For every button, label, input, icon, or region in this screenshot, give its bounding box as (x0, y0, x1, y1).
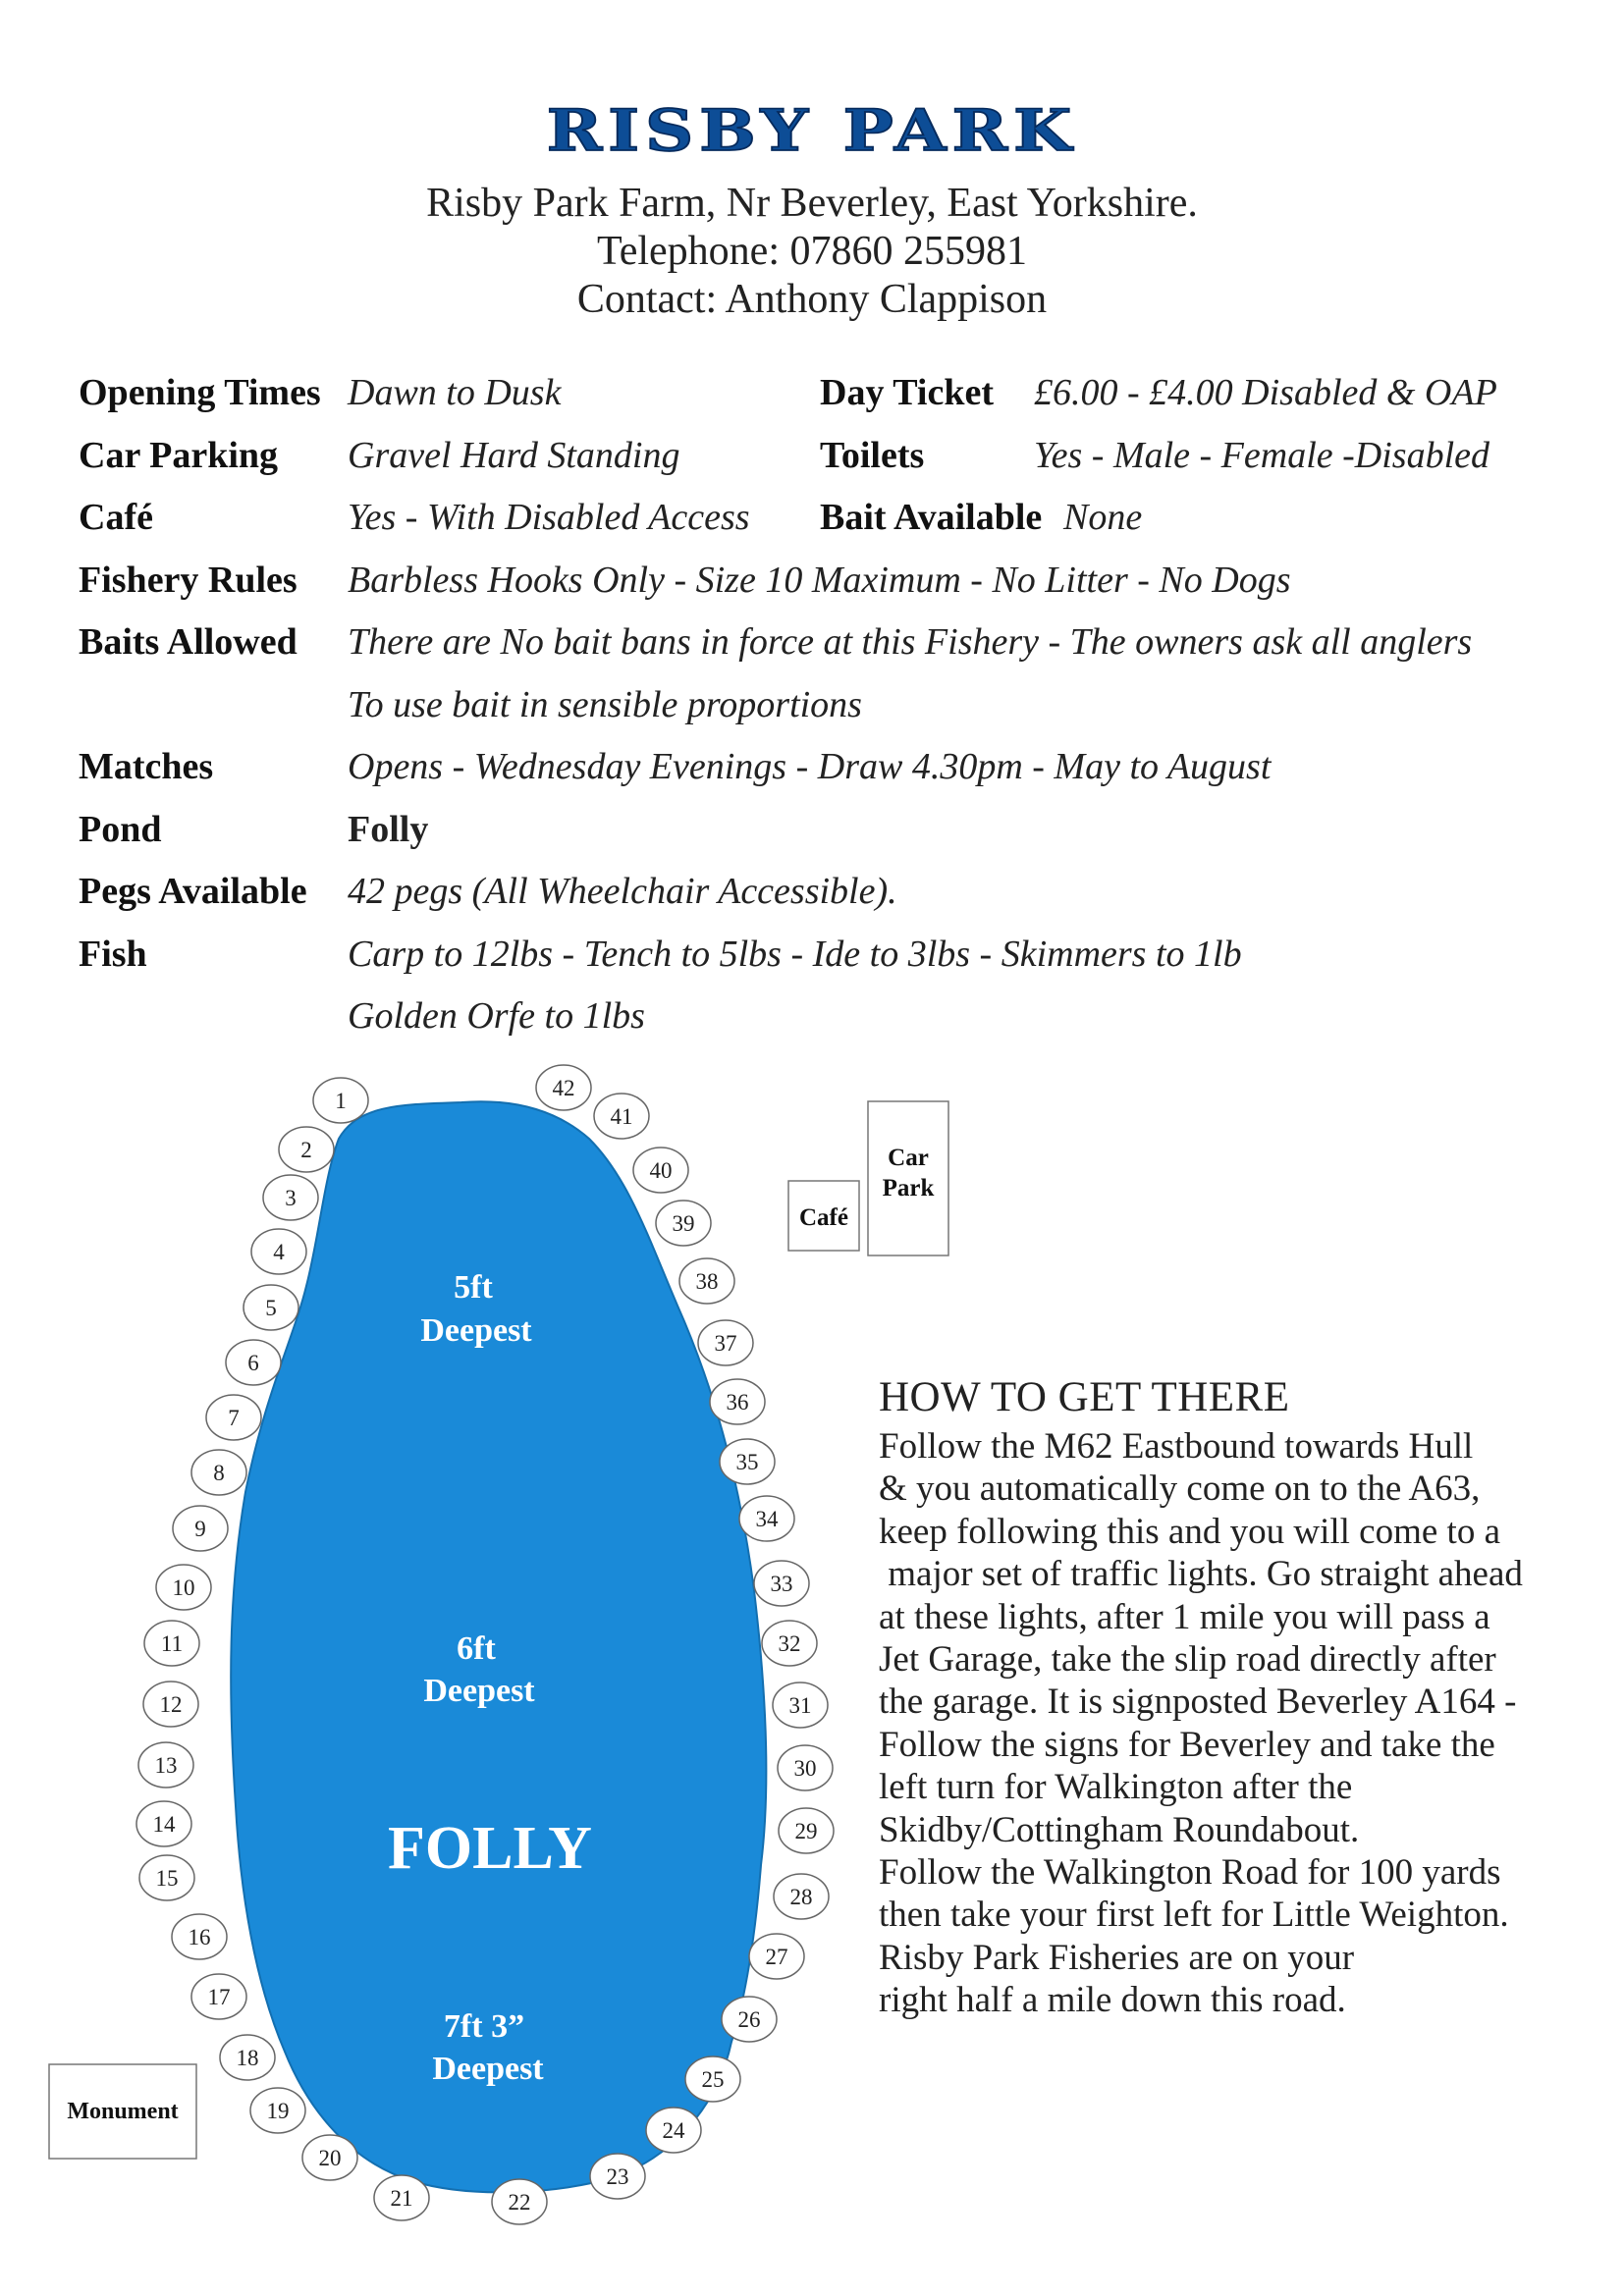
peg-number: 17 (207, 1985, 231, 2009)
peg-number: 6 (247, 1351, 259, 1375)
peg-number: 29 (794, 1819, 818, 1843)
pond-name-label: FOLLY (388, 1815, 592, 1882)
fish-value: Carp to 12lbs - Tench to 5lbs - Ide to 3lbs - Skimmers to 1lb (348, 934, 1242, 975)
peg-number: 18 (236, 2046, 259, 2070)
peg-34 (739, 1496, 794, 1541)
toilets-value: Yes - Male - Female -Disabled (1034, 435, 1489, 476)
pegs-available-label: Pegs Available (79, 871, 307, 912)
peg-35 (720, 1439, 775, 1484)
risby-park-logo (0, 90, 1624, 169)
peg-number: 38 (695, 1269, 719, 1294)
matches-label: Matches (79, 746, 214, 787)
peg-number: 10 (172, 1575, 195, 1600)
peg-number: 39 (672, 1211, 695, 1236)
peg-38 (679, 1258, 734, 1304)
peg-11 (144, 1621, 199, 1666)
directions-panel (879, 1370, 1586, 2022)
logo-text: RISBY PARK (546, 97, 1078, 164)
peg-8 (191, 1450, 246, 1495)
directions-line: keep following this and you will come to a (879, 1511, 1500, 1552)
bait-available-label: Bait Available (820, 497, 1043, 538)
peg-2 (279, 1127, 334, 1172)
directions-line: Follow the signs for Beverley and take the (879, 1724, 1495, 1765)
contact-line: Contact: Anthony Clappison (576, 277, 1048, 322)
peg-7 (206, 1395, 261, 1440)
peg-number: 8 (213, 1461, 225, 1485)
peg-number: 36 (726, 1390, 749, 1415)
depth-bottom-label: Deepest (432, 2051, 544, 2087)
directions-line: & you automatically come on to the A63, (879, 1468, 1481, 1510)
depth-top-label: Deepest (420, 1312, 532, 1349)
peg-18 (220, 2035, 275, 2080)
peg-number: 7 (228, 1406, 240, 1430)
baits-allowed-value: There are No bait bans in force at this Fishery - The owners ask all anglers (348, 621, 1473, 663)
peg-number: 30 (793, 1756, 817, 1781)
peg-9 (173, 1506, 228, 1551)
peg-number: 33 (770, 1572, 793, 1596)
directions-line: at these lights, after 1 mile you will pass a (879, 1596, 1490, 1637)
peg-number: 37 (714, 1331, 737, 1356)
peg-number: 11 (160, 1631, 184, 1656)
peg-number: 25 (701, 2067, 725, 2092)
peg-number: 27 (765, 1945, 788, 1969)
opening-times-value: Dawn to Dusk (348, 372, 562, 413)
pond-label: Pond (79, 809, 162, 850)
car-park-label-line2: Park (882, 1175, 935, 1201)
day-ticket-value: £6.00 - £4.00 Disabled & OAP (1034, 372, 1497, 413)
peg-number: 22 (508, 2190, 531, 2215)
peg-41 (594, 1094, 649, 1139)
peg-37 (698, 1320, 753, 1365)
peg-32 (762, 1621, 817, 1666)
directions-line: Follow the Walkington Road for 100 yards (879, 1852, 1501, 1894)
car-parking-value: Gravel Hard Standing (348, 435, 680, 476)
peg-29 (779, 1808, 834, 1853)
peg-40 (633, 1148, 688, 1193)
bait-available-value: None (1063, 497, 1143, 538)
peg-27 (749, 1934, 804, 1979)
peg-number: 24 (662, 2118, 685, 2143)
peg-36 (710, 1379, 765, 1424)
peg-19 (250, 2088, 305, 2133)
telephone-line: Telephone: 07860 255981 (597, 229, 1027, 274)
peg-28 (774, 1874, 829, 1919)
address-line: Risby Park Farm, Nr Beverley, East Yorkshire. (426, 181, 1198, 226)
peg-21 (374, 2175, 429, 2220)
car-parking-label: Car Parking (79, 435, 279, 476)
depth-mid-value: 6ft (457, 1630, 496, 1667)
fish-value-cont: Golden Orfe to 1lbs (348, 995, 645, 1037)
peg-17 (191, 1974, 246, 2019)
peg-13 (138, 1742, 193, 1788)
matches-value: Opens - Wednesday Evenings - Draw 4.30pm - May to August (348, 746, 1272, 787)
peg-number: 14 (152, 1812, 176, 1837)
peg-31 (773, 1682, 828, 1728)
peg-4 (251, 1229, 306, 1274)
peg-16 (172, 1914, 227, 1959)
peg-number: 26 (737, 2007, 761, 2032)
peg-number: 32 (778, 1631, 801, 1656)
peg-10 (156, 1565, 211, 1610)
peg-number: 13 (154, 1753, 178, 1778)
peg-number: 4 (273, 1240, 285, 1264)
depth-mid-label: Deepest (423, 1673, 535, 1709)
directions-line: Follow the M62 Eastbound towards Hull (879, 1426, 1474, 1467)
peg-number: 31 (788, 1693, 812, 1718)
depth-bottom-value: 7ft 3” (443, 2008, 525, 2045)
peg-33 (754, 1561, 809, 1606)
depth-top-value: 5ft (454, 1269, 493, 1306)
directions-line: left turn for Walkington after the (879, 1767, 1353, 1808)
directions-line: major set of traffic lights. Go straight ahead (879, 1554, 1523, 1595)
toilets-label: Toilets (820, 435, 925, 476)
directions-line: Risby Park Fisheries are on your (879, 1937, 1355, 1978)
peg-25 (685, 2056, 740, 2102)
peg-22 (492, 2179, 547, 2224)
peg-26 (722, 1997, 777, 2042)
pond-value: Folly (348, 809, 429, 850)
peg-number: 16 (188, 1925, 211, 1949)
cafe-info-label: Café (79, 497, 153, 538)
peg-number: 21 (390, 2186, 413, 2211)
peg-number: 20 (318, 2146, 342, 2170)
fish-label: Fish (79, 934, 147, 975)
peg-number: 28 (789, 1885, 813, 1909)
peg-number: 40 (649, 1158, 673, 1183)
car-park-label-line1: Car (888, 1145, 929, 1171)
peg-number: 34 (755, 1507, 779, 1531)
peg-number: 41 (610, 1104, 633, 1129)
peg-number: 1 (335, 1089, 347, 1113)
fishery-rules-value: Barbless Hooks Only - Size 10 Maximum - No Litter - No Dogs (348, 560, 1291, 601)
day-ticket-label: Day Ticket (820, 372, 994, 413)
peg-12 (143, 1682, 198, 1727)
peg-5 (244, 1285, 298, 1330)
peg-number: 12 (159, 1692, 183, 1717)
pegs-available-value: 42 pegs (All Wheelchair Accessible). (348, 871, 897, 912)
peg-6 (226, 1340, 281, 1385)
directions-line: Skidby/Cottingham Roundabout. (879, 1809, 1360, 1850)
directions-line: Jet Garage, take the slip road directly after (879, 1639, 1496, 1681)
directions-line: the garage. It is signposted Beverley A164 - (879, 1682, 1517, 1723)
peg-number: 15 (155, 1866, 179, 1891)
peg-number: 35 (735, 1450, 759, 1474)
cafe-map-label: Café (799, 1204, 848, 1231)
peg-number: 3 (285, 1186, 297, 1210)
opening-times-label: Opening Times (79, 372, 321, 413)
directions-line: right half a mile down this road. (879, 1980, 1346, 2021)
peg-3 (263, 1175, 318, 1220)
fishery-rules-label: Fishery Rules (79, 560, 298, 601)
peg-24 (646, 2108, 701, 2153)
peg-23 (590, 2154, 645, 2199)
cafe-info-value: Yes - With Disabled Access (348, 497, 750, 538)
peg-15 (139, 1855, 194, 1900)
peg-39 (656, 1201, 711, 1246)
peg-number: 23 (606, 2164, 629, 2189)
baits-allowed-label: Baits Allowed (79, 621, 298, 663)
peg-number: 42 (552, 1076, 575, 1100)
peg-30 (778, 1745, 833, 1790)
directions-line: then take your first left for Little Weighton. (879, 1895, 1509, 1936)
monument-label: Monument (67, 2099, 179, 2124)
peg-number: 19 (266, 2099, 290, 2123)
peg-number: 9 (194, 1517, 206, 1541)
peg-number: 5 (265, 1296, 277, 1320)
peg-14 (136, 1801, 191, 1846)
peg-number: 2 (300, 1138, 312, 1162)
peg-1 (313, 1078, 368, 1123)
peg-20 (302, 2135, 357, 2180)
baits-allowed-value-cont: To use bait in sensible proportions (348, 684, 862, 725)
peg-42 (536, 1065, 591, 1110)
directions-title: HOW TO GET THERE (879, 1374, 1290, 1420)
